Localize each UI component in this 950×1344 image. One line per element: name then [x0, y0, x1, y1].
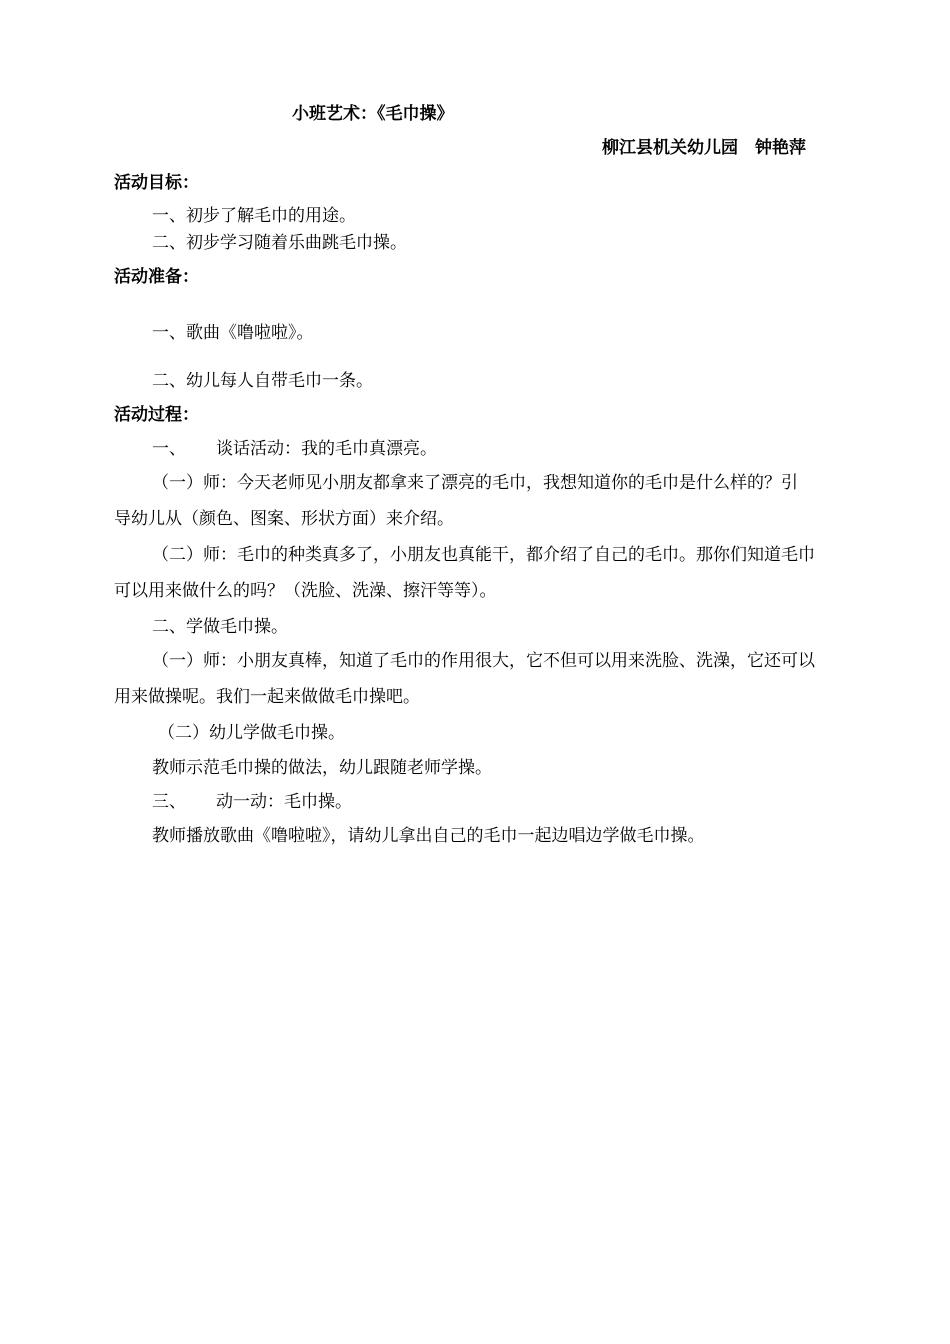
paragraph-line: （二）幼儿学做毛巾操。	[158, 723, 345, 743]
paragraph-line: （二）师：毛巾的种类真多了，小朋友也真能干，都介绍了自己的毛巾。那你们知道毛巾	[152, 545, 815, 565]
section-number: 一、	[152, 439, 186, 459]
process-section-1	[152, 438, 437, 460]
preparation-heading: 活动准备：	[114, 267, 199, 287]
document-title: 小班艺术：《毛巾操》	[292, 104, 454, 124]
paragraph-line: 教师示范毛巾操的做法，幼儿跟随老师学操。	[152, 758, 492, 778]
paragraph-line: 用来做操呢。我们一起来做做毛巾操吧。	[114, 687, 420, 707]
process-heading: 活动过程：	[114, 405, 199, 425]
preparation-item: 二、幼儿每人自带毛巾一条。	[152, 371, 373, 391]
process-section-3	[152, 791, 352, 813]
paragraph-line: 导幼儿从（颜色、图案、形状方面）来介绍。	[114, 509, 454, 529]
section-number: 三、	[152, 792, 186, 812]
goals-heading: 活动目标：	[114, 173, 199, 193]
process-section-2: 二、学做毛巾操。	[152, 617, 288, 637]
paragraph-line: 可以用来做什么的吗？（洗脸、洗澡、擦汗等等）。	[114, 581, 497, 601]
goal-item: 一、初步了解毛巾的用途。	[152, 206, 356, 226]
paragraph-line: 教师播放歌曲《噜啦啦》，请幼儿拿出自己的毛巾一起边唱边学做毛巾操。	[152, 826, 705, 846]
paragraph-line: （一）师：今天老师见小朋友都拿来了漂亮的毛巾，我想知道你的毛巾是什么样的？引	[152, 473, 798, 493]
section-title: 动一动：毛巾操。	[216, 792, 352, 812]
paragraph-line: （一）师：小朋友真棒，知道了毛巾的作用很大，它不但可以用来洗脸、洗澡，它还可以	[152, 651, 815, 671]
document-author: 柳江县机关幼儿园 钟艳萍	[602, 138, 806, 158]
preparation-item: 一、歌曲《噜啦啦》。	[152, 323, 314, 343]
section-title: 谈话活动：我的毛巾真漂亮。	[216, 439, 437, 459]
goal-item: 二、初步学习随着乐曲跳毛巾操。	[152, 233, 407, 253]
